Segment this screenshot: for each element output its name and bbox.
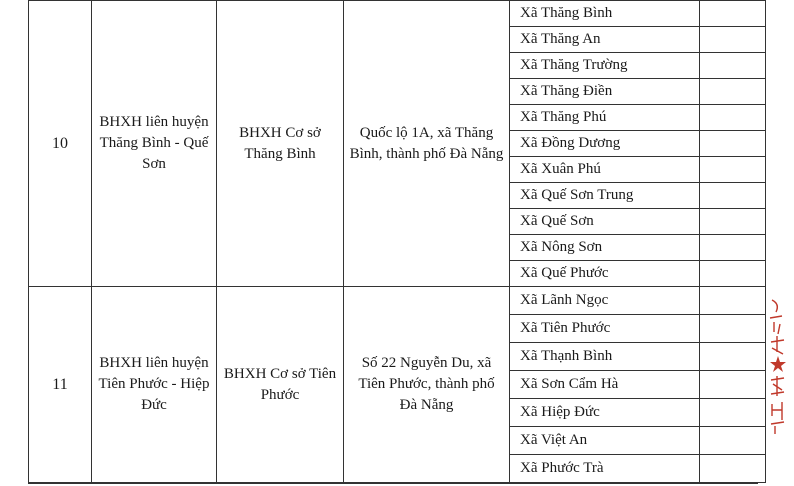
ward-cell: Xã Lãnh Ngọc — [510, 287, 700, 315]
ward-cell: Xã Thăng Điền — [510, 79, 700, 105]
empty-cell — [700, 105, 766, 131]
table-row — [29, 287, 766, 315]
ward-cell: Xã Quế Sơn — [510, 209, 700, 235]
ward-cell: Xã Thăng Phú — [510, 105, 700, 131]
office-address — [344, 1, 510, 287]
ward-cell: Xã Thạnh Bình — [510, 343, 700, 371]
empty-cell — [700, 27, 766, 53]
base-office-text: BHXH Cơ sở Thăng Bình — [239, 124, 321, 162]
agency-name — [92, 287, 217, 483]
agency-name-text: BHXH liên huyện Thăng Bình - Quế Sơn — [99, 114, 209, 172]
empty-cell — [700, 371, 766, 399]
office-address-text: Quốc lộ 1A, xã Thăng Bình, thành phố Đà Nẵng — [349, 124, 504, 162]
empty-cell — [700, 209, 766, 235]
empty-cell — [700, 455, 766, 483]
empty-cell — [700, 343, 766, 371]
seal-stamp-icon — [766, 296, 790, 436]
ward-cell: Xã Nông Sơn — [510, 235, 700, 261]
empty-cell — [700, 79, 766, 105]
table-bottom-border — [28, 483, 758, 484]
ward-cell: Xã Xuân Phú — [510, 157, 700, 183]
empty-cell — [700, 315, 766, 343]
ward-cell: Xã Hiệp Đức — [510, 399, 700, 427]
ward-cell: Xã Tiên Phước — [510, 315, 700, 343]
office-address — [344, 287, 510, 483]
agency-name — [92, 1, 217, 287]
ward-cell: Xã Quế Sơn Trung — [510, 183, 700, 209]
office-address-text: Số 22 Nguyễn Du, xã Tiên Phước, thành phố Đà Nẵng — [358, 355, 495, 413]
empty-cell — [700, 427, 766, 455]
ward-cell: Xã Thăng Bình — [510, 1, 700, 27]
base-office — [217, 1, 344, 287]
empty-cell — [700, 131, 766, 157]
ward-cell: Xã Đồng Dương — [510, 131, 700, 157]
empty-cell — [700, 53, 766, 79]
empty-cell — [700, 287, 766, 315]
agency-table — [28, 0, 766, 483]
ward-cell: Xã Quế Phước — [510, 261, 700, 287]
empty-cell — [700, 261, 766, 287]
empty-cell — [700, 183, 766, 209]
ward-cell: Xã Thăng Trường — [510, 53, 700, 79]
empty-cell — [700, 235, 766, 261]
table-row — [29, 1, 766, 27]
agency-name-text: BHXH liên huyện Tiên Phước - Hiệp Đức — [98, 355, 210, 413]
empty-cell — [700, 1, 766, 27]
empty-cell — [700, 399, 766, 427]
base-office — [217, 287, 344, 483]
ward-cell: Xã Thăng An — [510, 27, 700, 53]
ward-cell: Xã Việt An — [510, 427, 700, 455]
ward-cell: Xã Sơn Cẩm Hà — [510, 371, 700, 399]
row-number: 11 — [29, 287, 92, 483]
row-number: 10 — [29, 1, 92, 287]
empty-cell — [700, 157, 766, 183]
ward-cell: Xã Phước Trà — [510, 455, 700, 483]
base-office-text: BHXH Cơ sở Tiên Phước — [223, 365, 337, 403]
